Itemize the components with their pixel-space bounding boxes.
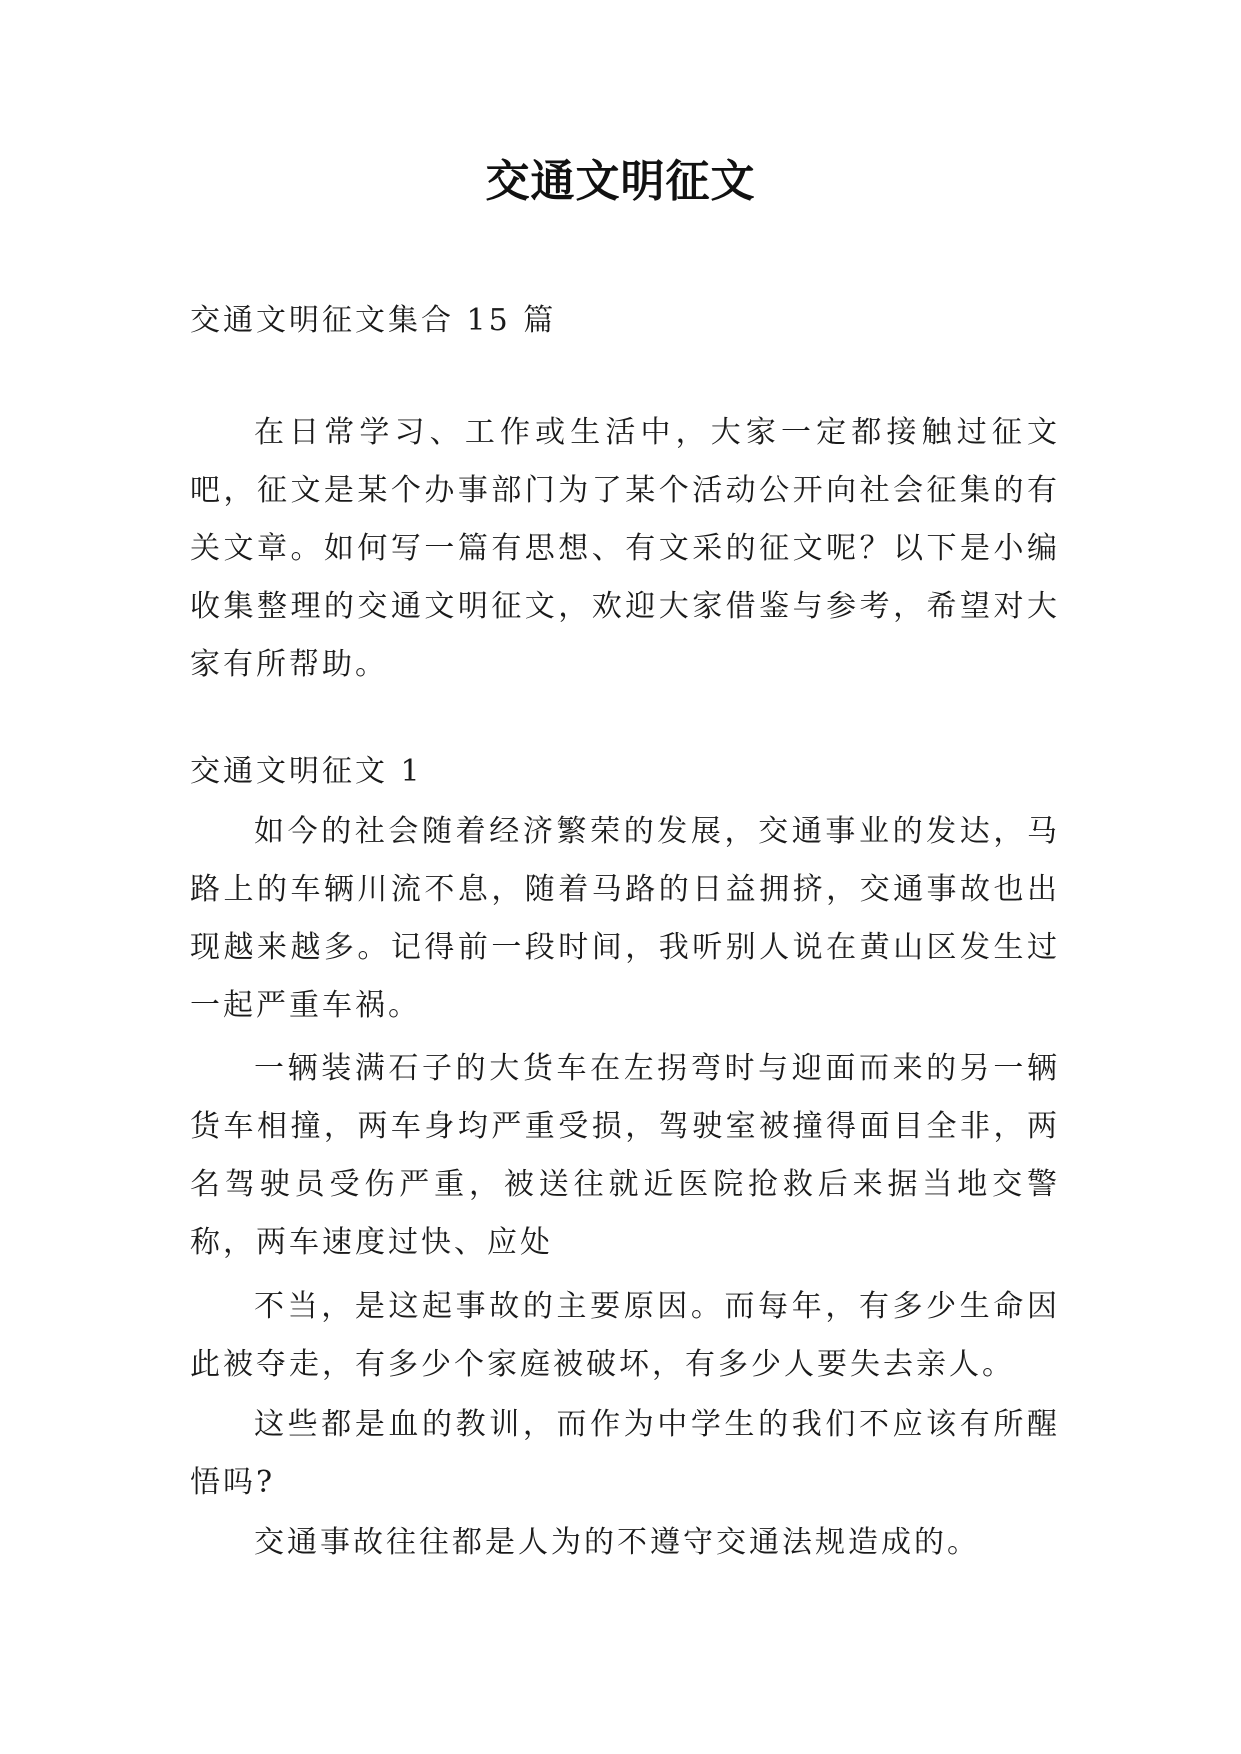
document-subtitle: 交通文明征文集合 15 篇	[190, 303, 557, 338]
intro-paragraph: 在日常学习、工作或生活中，大家一定都接触过征文吧，征文是某个办事部门为了某个活动公开向社会征集的有关文章。如何写一篇有思想、有文采的征文呢？以下是小编收集整理的交通文明征文，欢迎大家借鉴与参考，希望对大家有所帮助。	[190, 415, 1060, 682]
document-title: 交通文明征文	[485, 156, 756, 207]
body-paragraph-4: 这些都是血的教训，而作为中学生的我们不应该有所醒悟吗?	[190, 1407, 1060, 1500]
body-paragraph-3: 不当，是这起事故的主要原因。而每年，有多少生命因此被夺走，有多少个家庭被破坏，有多少人要失去亲人。	[190, 1289, 1060, 1382]
body-paragraph-2: 一辆装满石子的大货车在左拐弯时与迎面而来的另一辆货车相撞，两车身均严重受损，驾驶室被撞得面目全非，两名驾驶员受伤严重，被送往就近医院抢救后来据当地交警称，两车速度过快、应处	[190, 1051, 1060, 1260]
body-paragraph-5: 交通事故往往都是人为的不遵守交通法规造成的。	[254, 1525, 980, 1560]
section-heading: 交通文明征文 1	[190, 754, 423, 789]
body-paragraph-1: 如今的社会随着经济繁荣的发展，交通事业的发达，马路上的车辆川流不息，随着马路的日益拥挤，交通事故也出现越来越多。记得前一段时间，我听别人说在黄山区发生过一起严重车祸。	[190, 814, 1060, 1023]
